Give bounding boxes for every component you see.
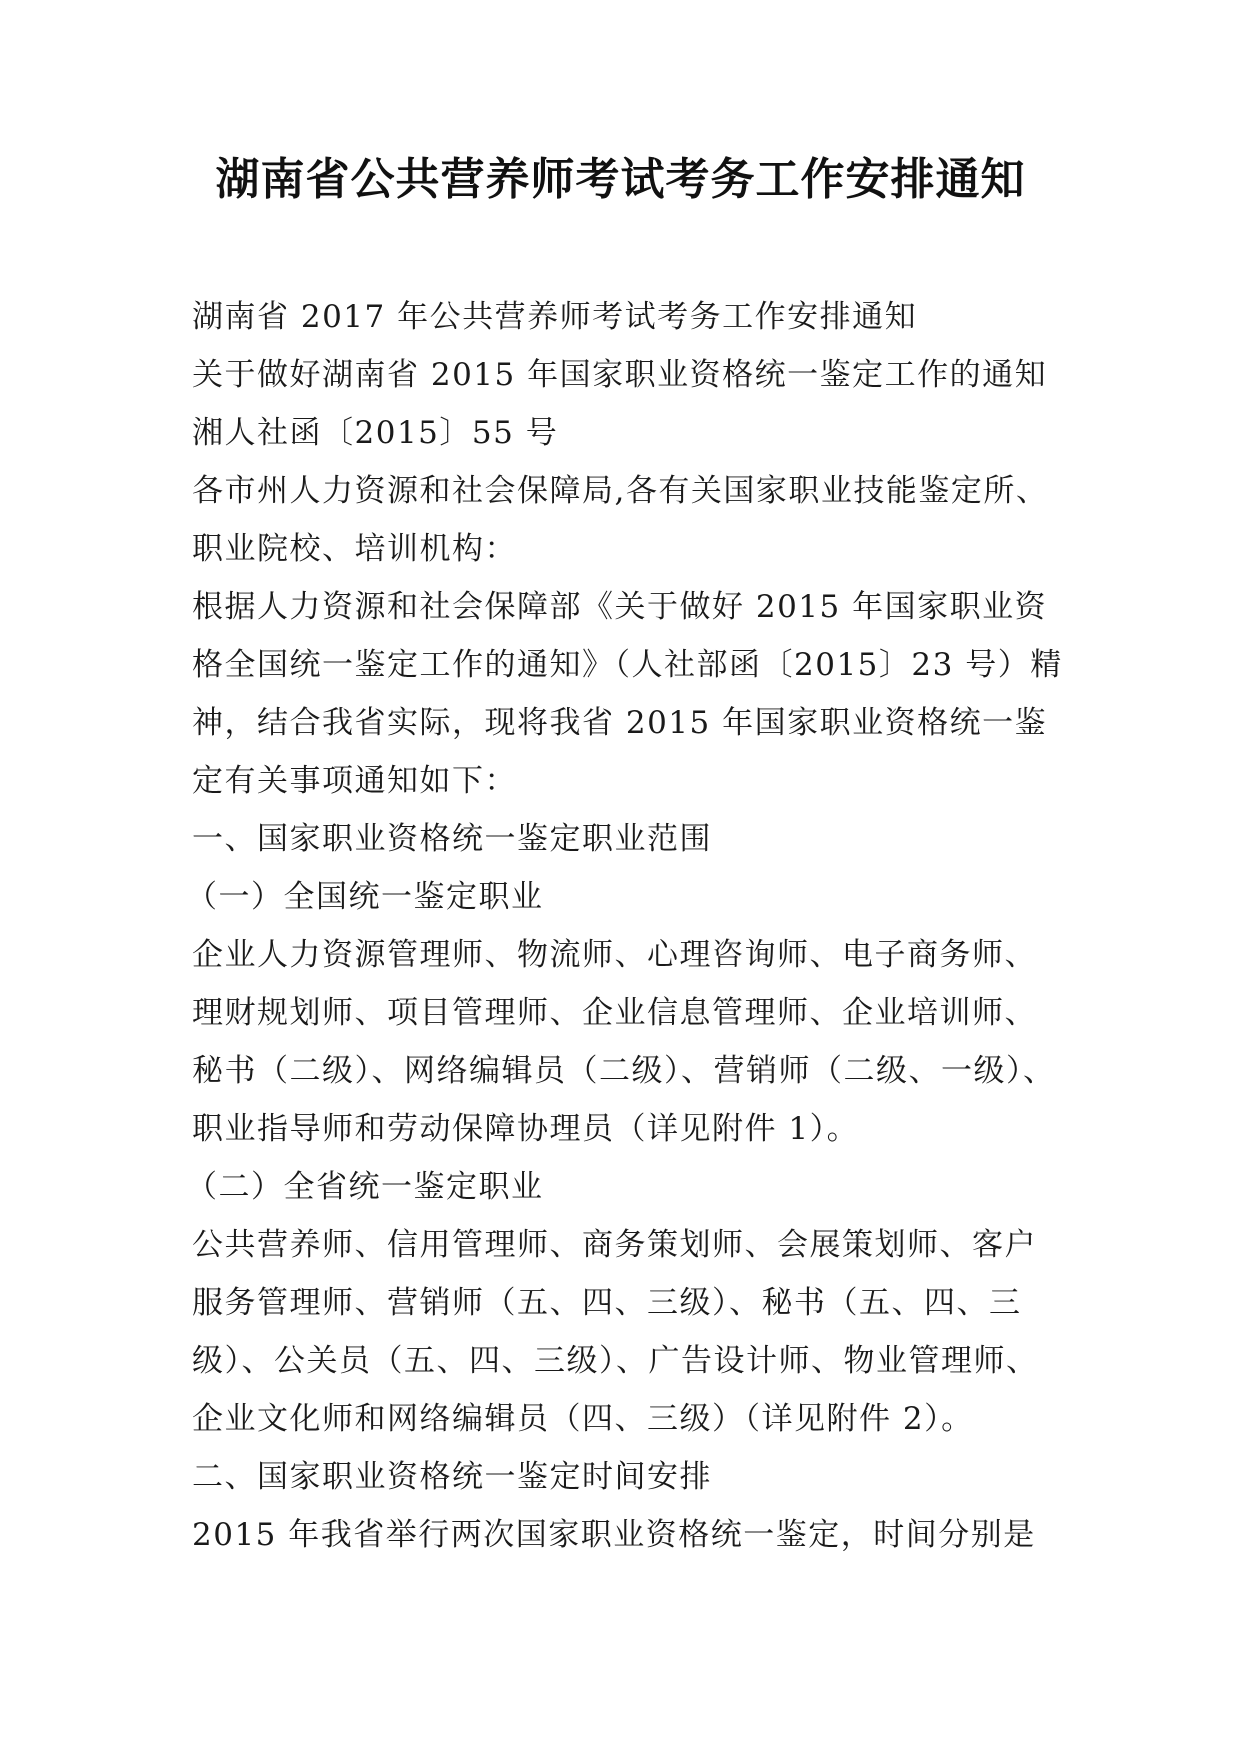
- section-heading: 二、国家职业资格统一鉴定时间安排: [192, 1459, 712, 1495]
- body-line: 职业院校、培训机构：: [192, 531, 517, 567]
- body-line: 2015 年我省举行两次国家职业资格统一鉴定，时间分别是: [192, 1517, 1036, 1553]
- body-line: 服务管理师、营销师（五、四、三级）、秘书（五、四、三: [192, 1285, 1022, 1321]
- body-line: 秘书（二级）、网络编辑员（二级）、营销师（二级、一级）、: [192, 1053, 1056, 1089]
- body-line: 定有关事项通知如下：: [192, 763, 517, 799]
- body-line: 企业人力资源管理师、物流师、心理咨询师、电子商务师、: [192, 937, 1037, 973]
- body-line: 企业文化师和网络编辑员（四、三级）（详见附件 2）。: [192, 1401, 974, 1437]
- body-line: 理财规划师、项目管理师、企业信息管理师、企业培训师、: [192, 995, 1037, 1031]
- document-title: 湖南省公共营养师考试考务工作安排通知: [215, 154, 1026, 205]
- body-line: 公共营养师、信用管理师、商务策划师、会展策划师、客户: [192, 1227, 1037, 1263]
- body-line: 湖南省 2017 年公共营养师考试考务工作安排通知: [192, 299, 918, 335]
- body-line: 格全国统一鉴定工作的通知》（人社部函〔2015〕23 号）精: [192, 647, 1063, 683]
- body-line: 神，结合我省实际，现将我省 2015 年国家职业资格统一鉴: [192, 705, 1048, 741]
- body-line: 根据人力资源和社会保障部《关于做好 2015 年国家职业资: [192, 589, 1048, 625]
- body-line: 关于做好湖南省 2015 年国家职业资格统一鉴定工作的通知: [192, 357, 1048, 393]
- section-heading: 一、国家职业资格统一鉴定职业范围: [192, 821, 712, 857]
- body-line: 湘人社函〔2015〕55 号: [192, 415, 559, 451]
- body-line: 各市州人力资源和社会保障局,各有关国家职业技能鉴定所、: [192, 473, 1049, 509]
- subsection-heading: （二）全省统一鉴定职业: [186, 1169, 544, 1205]
- document-body: [186, 288, 1092, 1564]
- body-line: 职业指导师和劳动保障协理员（详见附件 1）。: [192, 1111, 860, 1147]
- body-line: 级）、公关员（五、四、三级）、广告设计师、物业管理师、: [192, 1343, 1039, 1379]
- subsection-heading: （一）全国统一鉴定职业: [186, 879, 544, 915]
